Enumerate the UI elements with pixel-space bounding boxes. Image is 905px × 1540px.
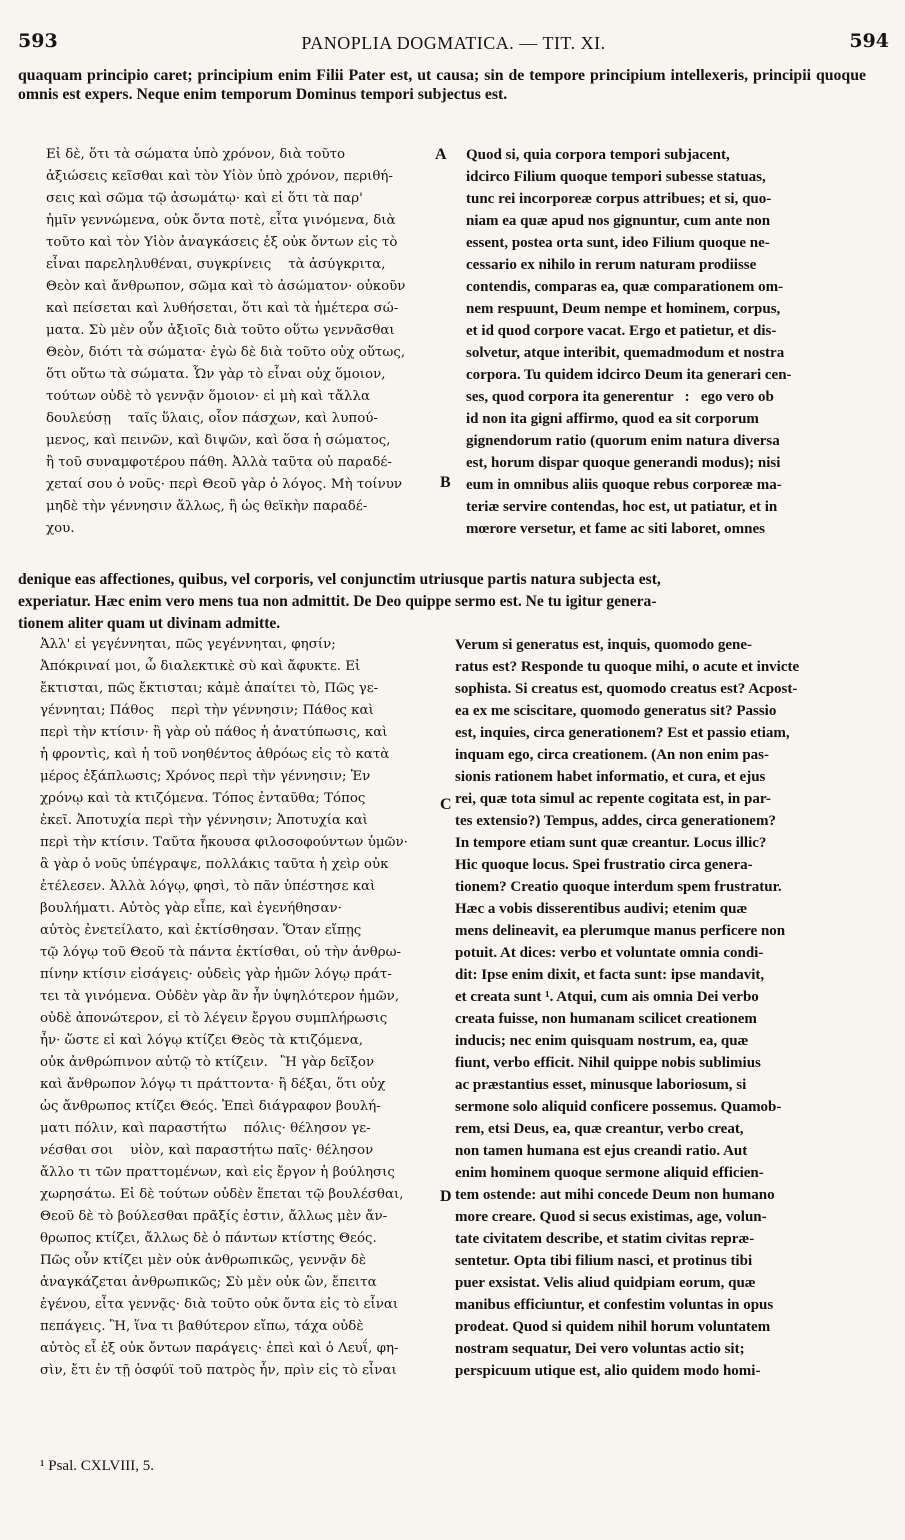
text-line: mœrore versetur, et fame ac siti laboret, omnes — [466, 521, 765, 537]
text-line: tes extensio?) Tempus, addes, circa generationem? — [455, 813, 776, 829]
text-line: fiunt, verbo efficit. Nihil quippe nobis sublimius — [455, 1055, 761, 1071]
text-line: nostram sequatur, Dei vero voluntas actio sit; — [455, 1341, 745, 1357]
text-line: idcirco Filium quoque tempori subesse statuas, — [466, 169, 766, 185]
text-line: ἡμῖν γεννώμενα, οὐκ ὄντα ποτὲ, εἶτα γινόμενα, διὰ — [46, 213, 396, 228]
text-line: In tempore etiam sunt quæ creantur. Locus illic? — [455, 835, 767, 851]
text-line: ἀναγκάζεται ἀνθρωπικῶς; Σὺ μὲν οὐκ ὢν, ἔπειτα — [40, 1275, 377, 1290]
text-line: ματα. Σὺ μὲν οὖν ἀξιοῖς διὰ τοῦτο οὕτω γεννᾶσθαι — [46, 323, 395, 338]
text-line: χρόνῳ καὶ τὰ κτιζόμενα. Τόπος ἐνταῦθα; Τόπος — [40, 791, 366, 806]
text-line: puer exsistat. Velis aliud quidpiam eorum, quæ — [455, 1275, 756, 1291]
text-line: more creare. Quod si secus existimas, age, volun- — [455, 1209, 767, 1225]
text-line: eum in omnibus aliis quoque rebus corporeæ ma- — [466, 477, 782, 493]
text-line: Θεὸν, διότι τὰ σώματα· ἐγὼ δὲ διὰ τοῦτο οὐχ οὕτως, — [46, 345, 406, 360]
page-header — [18, 30, 889, 60]
text-line: perspicuum utique est, alio quidem modo homi- — [455, 1363, 761, 1379]
greek-column-1 — [46, 144, 405, 540]
running-title: PANOPLIA DOGMATICA. — TIT. XI. — [301, 33, 606, 53]
text-line: sermone solo aliquid conficere possemus. Quamob- — [455, 1099, 782, 1115]
text-line: ἄλλο τι τῶν πραττομένων, καὶ εἰς ἔργον ἡ βούλησις — [40, 1165, 395, 1180]
text-line: ἔκτισται, πῶς ἔκτισται; κἀμὲ ἀπαίτει τὸ, Πῶς γε- — [40, 681, 379, 696]
text-line: tunc rei incorporeæ corpus attribues; et si, quo- — [466, 191, 772, 207]
text-line: ac præstantius esset, minusque laboriosum, si — [455, 1077, 747, 1093]
greek-column-2 — [40, 634, 408, 1382]
text-line: Θεὸν καὶ ἄνθρωπον, σῶμα καὶ τὸ ἀσώματον· οὐκοῦν — [46, 279, 406, 294]
text-line: non tamen humana est ejus creandi ratio. Aut — [455, 1143, 748, 1159]
text-line: ἐτέλεσεν. Ἀλλὰ λόγῳ, φησὶ, τὸ πᾶν ὑπέστησε καὶ — [40, 879, 376, 894]
text-line: οὐδὲ ἀπονώτερον, εἰ τὸ λέγειν ἔργου συμπλήρωσις — [40, 1011, 388, 1026]
text-line: μενος, καὶ πεινῶν, καὶ διψῶν, καὶ ὅσα ἡ σώματος, — [46, 433, 391, 448]
margin-marker-a: A — [435, 146, 447, 163]
text-line: εἶναι παρεληλυθέναι, συγκρίνεις τὰ ἀσύγκριτα, — [46, 257, 386, 272]
text-line: σεις καὶ σῶμα τῷ ἀσωμάτῳ· καὶ εἰ ὅτι τὰ παρ' — [46, 191, 363, 206]
text-line: id non ita gigni affirmo, quod ea sit corporum — [466, 411, 759, 427]
text-line: manibus efficiuntur, et confestim voluntas in opus — [455, 1297, 774, 1313]
text-line: σὶν, ἔτι ἐν τῇ ὀσφύϊ τοῦ πατρὸς ἦν, πρὶν εἰς τὸ εἶναι — [40, 1363, 397, 1378]
text-line: est, inquies, circa generationem? Est et passio etiam, — [455, 725, 790, 741]
text-line: Ἀλλ' εἰ γεγέννηται, πῶς γεγέννηται, φησίν; — [40, 637, 336, 652]
text-line: πίνην κτίσιν εἰσάγεις· οὐδεὶς γὰρ ἡμῶν λόγῳ πράτ- — [40, 967, 392, 982]
text-line: μηδὲ τὴν γέννησιν ἄλλως, ἢ ὡς θεϊκὴν παραδέ- — [46, 499, 368, 514]
text-line: οὐκ ἀνθρώπινον αὐτῷ τὸ κτίζειν. Ἢ γὰρ δεῖξον — [40, 1055, 375, 1070]
text-line: sentetur. Opta tibi filium nasci, et protinus tibi — [455, 1253, 753, 1269]
text-line: cessario ex nihilo in rerum naturam prodiisse — [466, 257, 757, 273]
text-line: denique eas affectiones, quibus, vel corporis, vel conjunctim utriusque partis natura subjecta est, — [18, 571, 661, 588]
text-line: contendis, comparas ea, quæ comparationem om- — [466, 279, 784, 295]
text-line: τούτων οὐδὲ τὸ γεννᾷν ὅμοιον· εἰ μὴ καὶ τἄλλα — [46, 389, 371, 404]
text-line: ratus est? Responde tu quoque mihi, o acute et invicte — [455, 659, 800, 675]
text-line: prodeat. Quod si quidem nihil horum voluntatem — [455, 1319, 771, 1335]
text-line: γέννηται; Πάθος περὶ τὴν γέννησιν; Πάθος καὶ — [40, 703, 374, 718]
text-line: Ἀπόκριναί μοι, ὦ διαλεκτικὲ σὺ καὶ ἄφυκτε. Εἰ — [40, 659, 361, 674]
text-line: creata fuisse, non humanam scilicet creationem — [455, 1011, 757, 1027]
margin-marker-d: D — [440, 1188, 452, 1205]
text-line: αὐτὸς ἐνετείλατο, καὶ ἐκτίσθησαν. Ὅταν εἴπῃς — [40, 923, 362, 938]
text-line: καὶ ἄνθρωπον λόγῳ τι πράττοντα· ἢ δέξαι, ὅτι οὐχ — [40, 1077, 386, 1092]
text-line: ἦν· ὥστε εἰ καὶ λόγῳ κτίζει Θεὸς τὰ κτιζόμενα, — [40, 1033, 364, 1048]
text-line: rei, quæ tota simul ac repente cogitata est, in par- — [455, 791, 771, 807]
text-line: θρωπος κτίζει, ἄλλως δὲ ὁ πάντων κτίστης Θεός. — [40, 1231, 377, 1246]
text-line: sionis rationem habet informatio, et cura, et ejus — [455, 769, 766, 785]
text-line: Hic quoque locus. Spei frustratio circa genera- — [455, 857, 753, 873]
text-line: Εἰ δὲ, ὅτι τὰ σώματα ὑπὸ χρόνον, διὰ τοῦτο — [46, 147, 346, 162]
text-line: tate civitatem describe, et statim civitas repræ- — [455, 1231, 755, 1247]
text-line: et creata sunt ¹. Atqui, cum ais omnia Dei verbo — [455, 989, 759, 1005]
text-line: ὡς ἄνθρωπος κτίζει Θεός. Ἐπεὶ διάγραφον βουλή- — [40, 1099, 381, 1114]
text-line: ἐγένου, εἶτα γεννᾷς· διὰ τοῦτο οὐκ ὄντα εἰς τὸ εἶναι — [40, 1297, 399, 1312]
text-line: ἀξιώσεις κεῖσθαι καὶ τὸν Υἱὸν ὑπὸ χρόνον, περιθή- — [46, 169, 393, 184]
text-line: teriæ servire contendas, hoc est, ut patiatur, et in — [466, 499, 778, 515]
text-line: αὐτὸς εἶ ἐξ οὐκ ὄντων παράγεις· ἐπεὶ καὶ ὁ Λευΐ, φη- — [40, 1341, 399, 1356]
text-line: χου. — [46, 521, 75, 536]
text-line: solvetur, atque interibit, quemadmodum et nostra — [466, 345, 785, 361]
text-line: inquam ego, circa creationem. (An non enim pas- — [455, 747, 770, 763]
page-number-left: 593 — [18, 30, 58, 52]
text-line: βουλήματι. Αὐτὸς γὰρ εἶπε, καὶ ἐγενήθησαν· — [40, 901, 342, 916]
text-line: nem respuunt, Deum nempe et hominem, corpus, — [466, 301, 781, 317]
latin-column-1 — [466, 144, 792, 540]
text-line: ἃ γὰρ ὁ νοῦς ὑπέγραψε, πολλάκις ταῦτα ἡ χεὶρ οὐκ — [40, 857, 389, 872]
margin-marker-b: B — [440, 474, 451, 491]
mid-latin-paragraph — [18, 569, 661, 635]
text-line: tionem aliter quam ut divinam admitte. — [18, 615, 281, 632]
text-line: ἢ τοῦ συναμφοτέρου πάθη. Ἀλλὰ ταῦτα οὐ παραδέ- — [46, 455, 392, 470]
footnote: ¹ Psal. CXLVIII, 5. — [40, 1458, 154, 1474]
top-latin-paragraph: quaquam principio caret; principium enim Filii Pater est, ut causa; sin de tempore principium intellexeris, principii quoque omnis est expers. Neque enim temporum Dominus tempori subjectus est. — [18, 67, 866, 103]
text-line: corpora. Tu quidem idcirco Deum ita generari cen- — [466, 367, 792, 383]
text-line: niam ea quæ apud nos gignuntur, cum ante non — [466, 213, 771, 229]
text-line: tem ostende: aut mihi concede Deum non humano — [455, 1187, 775, 1203]
text-line: et id quod corpore vacat. Ergo et patietur, et dis- — [466, 323, 777, 339]
text-line: Verum si generatus est, inquis, quomodo gene- — [455, 637, 752, 653]
text-line: ἐκεῖ. Ἀποτυχία περὶ τὴν γέννησιν; Ἀποτυχία καὶ — [40, 813, 368, 828]
text-line: sophista. Si creatus est, quomodo creatus est? Acpost- — [455, 681, 798, 697]
text-line: Hæc a vobis disserentibus audivi; etenim quæ — [455, 901, 748, 917]
text-line: ea ex me sciscitare, quomodo generatus sit? Passio — [455, 703, 777, 719]
text-line: Quod si, quia corpora tempori subjacent, — [466, 147, 730, 163]
page-number-right: 594 — [849, 30, 889, 52]
text-line: Πῶς οὖν κτίζει μὲν οὐκ ἀνθρωπικῶς, γεννᾷν δὲ — [40, 1253, 367, 1268]
text-line: mens delineavit, ea plerumque manus perficere non — [455, 923, 786, 939]
text-line: πεπάγεις. Ἢ, ἵνα τι βαθύτερον εἴπω, τάχα οὐδὲ — [40, 1319, 364, 1334]
text-line: experiatur. Hæc enim vero mens tua non admittit. De Deo quippe sermo est. Ne tu igitur genera- — [18, 593, 657, 610]
text-line: tionem? Creatio quoque interdum spem frustratur. — [455, 879, 782, 895]
text-line: est, horum dispar quoque generandi modus); nisi — [466, 455, 781, 471]
text-line: περὶ τὴν κτίσιν· ἢ γὰρ οὐ πάθος ἡ ἀνατύπωσις, καὶ — [40, 725, 388, 740]
text-line: ses, quod corpora ita generentur : ego vero ob — [466, 389, 774, 405]
text-line: essent, postea orta sunt, ideo Filium quoque ne- — [466, 235, 770, 251]
text-line: τοῦτο καὶ τὸν Υἱὸν ἀναγκάσεις ἐξ οὐκ ὄντων εἰς τὸ — [46, 235, 398, 250]
text-line: ἡ φροντὶς, καὶ ἡ τοῦ νοηθέντος ἀθρόως εἰς τὸ κατὰ — [40, 747, 390, 762]
text-line: δουλεύσῃ ταῖς ὕλαις, οἷον πάσχων, καὶ λυπού- — [46, 411, 378, 426]
text-line: ματι πόλιν, καὶ παραστήτω πόλις· θέλησον γε- — [40, 1121, 371, 1136]
text-line: τει τὰ γινόμενα. Οὐδὲν γὰρ ἂν ἦν ὑψηλότερον ἡμῶν, — [40, 989, 400, 1004]
text-line: τῷ λόγῳ τοῦ Θεοῦ τὰ πάντα ἐκτίσθαι, οὐ τὴν ἀνθρω- — [40, 945, 402, 960]
text-line: περὶ τὴν κτίσιν. Ταῦτα ἤκουσα φιλοσοφούντων ὑμῶν· — [40, 835, 408, 850]
text-line: enim hominem quoque sermone aliquid efficien- — [455, 1165, 764, 1181]
text-line: inducis; nec enim quisquam nostrum, ea, quæ — [455, 1033, 749, 1049]
text-line: rem, etsi Deus, ea, quæ creantur, verbo creat, — [455, 1121, 744, 1137]
text-line: καὶ πείσεται καὶ λυθήσεται, ὅτι καὶ τὰ ἡμέτερα σώ- — [46, 301, 399, 316]
text-line: νέσθαι σοι υἱὸν, καὶ παραστήτω παῖς· θέλησον — [40, 1143, 374, 1158]
text-line: χωρησάτω. Εἰ δὲ τούτων οὐδὲν ἕπεται τῷ βουλέσθαι, — [40, 1187, 404, 1202]
text-line: μέρος ἐξάπλωσις; Χρόνος περὶ τὴν γέννησιν; Ἐν — [40, 769, 371, 784]
text-line: dit: Ipse enim dixit, et facta sunt: ipse mandavit, — [455, 967, 765, 983]
text-line: gignendorum ratio (quorum enim natura diversa — [466, 433, 780, 449]
margin-marker-c: C — [440, 796, 452, 813]
text-line: potuit. At dices: verbo et voluntate omnia condi- — [455, 945, 764, 961]
latin-column-2 — [455, 634, 799, 1382]
text-line: χεταί σου ὁ νοῦς· περὶ Θεοῦ γὰρ ὁ λόγος. Μὴ τοίνυν — [46, 477, 403, 492]
text-line: ὅτι οὕτω τὰ σώματα. Ὧν γὰρ τὸ εἶναι οὐχ ὅμοιον, — [46, 367, 386, 382]
text-line: Θεοῦ δὲ τὸ βούλεσθαι πρᾶξίς ἐστιν, ἄλλως μὲν ἄν- — [40, 1209, 388, 1224]
